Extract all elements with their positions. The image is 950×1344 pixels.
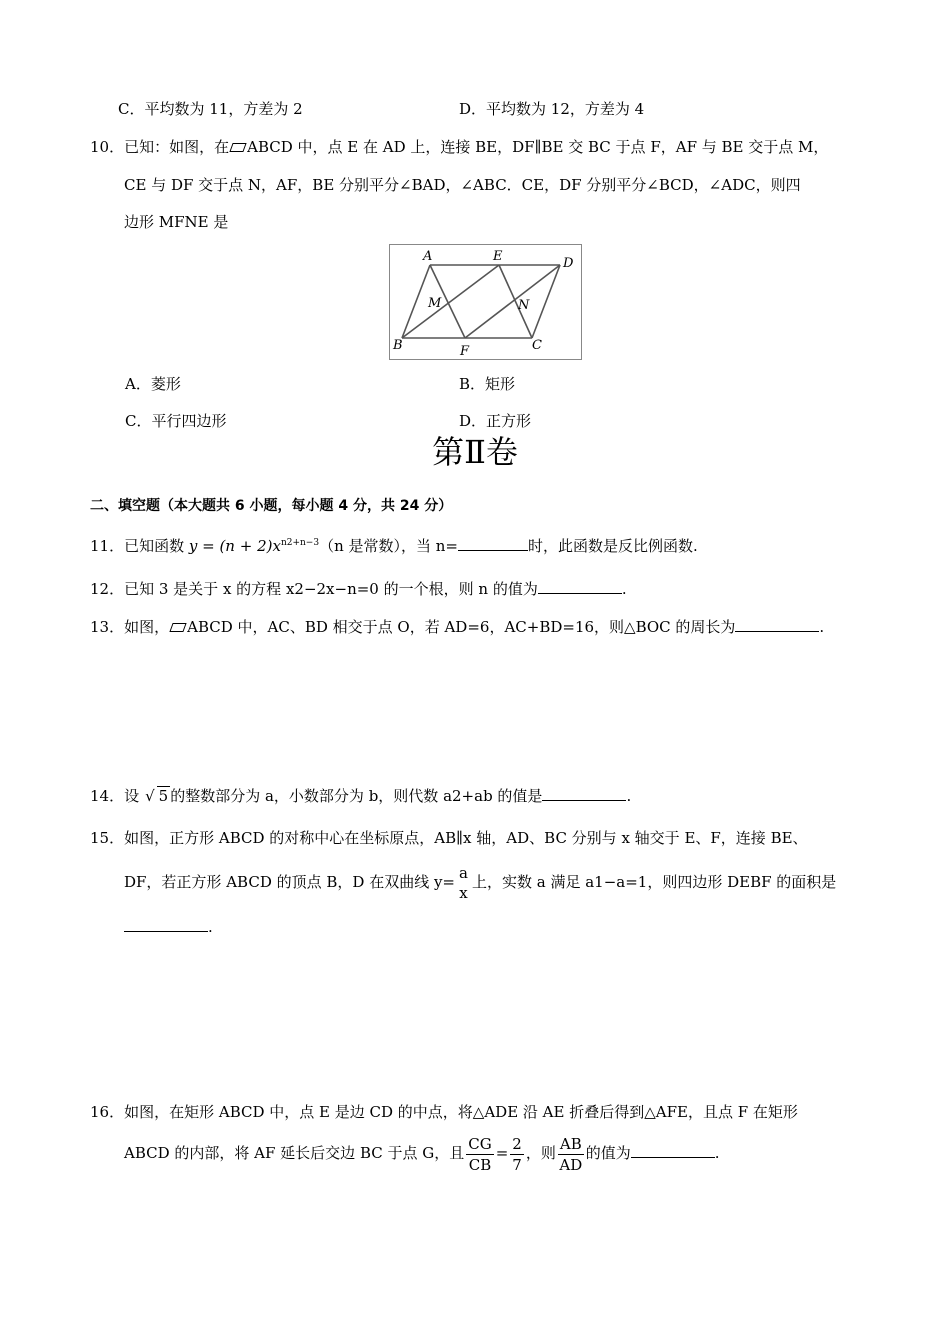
q10-option-a: A．菱形 [125,375,181,393]
q11-formula: y = (n + 2)x [188,537,281,555]
q16-f1-den: CB [468,1155,492,1174]
q16-text-2c: 的值为 [585,1144,631,1162]
q15-fraction [457,863,470,903]
q16-text-2d: . [714,1144,720,1162]
q11-exponent: n2+n−3 [280,538,320,548]
q10-line2: CE 与 DF 交于点 N，AF，BE 分别平分∠BAD，∠ABC．CE，DF 分别平分∠BCD，∠ADC，则四 [124,176,801,194]
q10-number: 10． [90,138,125,156]
q16-f3-den: AD [559,1155,583,1174]
q16-equals: = [495,1144,509,1162]
q10-figure [389,244,582,360]
q11-text-c: 时，此函数是反比例函数. [528,537,698,555]
q13-text-a: 如图， [124,618,170,636]
q12-text-b: . [621,580,627,598]
q10-option-d: D．正方形 [459,412,532,430]
q16-number: 16． [90,1103,125,1121]
q15-text-1: 如图，正方形 ABCD 的对称中心在坐标原点，AB∥x 轴，AD、BC 分别与 x 轴交于 E、F，连接 BE、 [124,829,808,847]
label-b: B [393,338,403,353]
parallelogram-icon [229,143,246,152]
q14-number: 14． [90,787,125,805]
q16-f1-num: CG [468,1134,492,1153]
q13-text-c: . [819,618,825,636]
q15-text-2b: 上，实数 a 满足 a1−a=1，则四边形 DEBF 的面积是 [471,873,837,891]
q15-line2 [124,857,836,907]
q16-line2 [124,1130,720,1176]
q11-text-b: （n 是常数），当 n= [319,537,459,555]
q10-option-b: B．矩形 [459,375,516,393]
q15-text-3: . [208,918,213,936]
q15-number: 15． [90,829,125,847]
label-a: A [423,249,433,264]
q12-line [90,578,627,600]
q13-number: 13． [90,618,125,636]
q14-text-b: 的整数部分为 a，小数部分为 b，则代数 a2+ab 的值是 [170,787,543,805]
q11-line [90,535,698,557]
q16-f2-den: 7 [512,1155,522,1174]
q14-text-a: 设 [124,787,140,805]
q10-text-b: ABCD 中，点 E 在 AD 上，连接 BE，DF∥BE 交 BC 于点 F，AF 与 BE 交于点 M， [247,138,829,156]
q13-answer-blank[interactable] [735,617,819,632]
q16-fraction-ab-ad [558,1134,584,1175]
q10-text-a: 已知：如图，在 [124,138,230,156]
q9-option-d: D．平均数为 12，方差为 4 [459,100,645,118]
q11-answer-blank[interactable] [458,536,528,551]
parallelogram-icon [169,623,186,632]
q10-option-c: C．平行四边形 [125,412,227,430]
section-heading: 二、填空题（本大题共 6 小题，每小题 4 分，共 24 分） [90,498,453,514]
sqrt-icon: √ [145,787,155,805]
part2-title: 第Ⅱ卷 [432,433,518,471]
q15-text-2a: DF，若正方形 ABCD 的顶点 B，D 在双曲线 y= [124,873,456,891]
q16-fraction-cg-cb [466,1134,493,1175]
q14-answer-blank[interactable] [542,786,626,801]
label-c: C [532,338,542,353]
q15-line1 [90,827,808,849]
parallelogram-figure [390,245,581,359]
q12-answer-blank[interactable] [538,579,622,594]
q16-text-2b: ，则 [525,1144,556,1162]
label-d: D [563,256,574,271]
q9-option-c: C．平均数为 11，方差为 2 [118,100,303,118]
q15-line3 [124,916,213,938]
q11-number: 11． [90,537,125,555]
label-e: E [493,249,503,264]
q16-line1 [90,1101,798,1123]
q10-line3: 边形 MFNE 是 [124,213,229,231]
q14-text-c: . [626,787,632,805]
q16-f3-num: AB [559,1134,582,1153]
q13-line [90,616,824,638]
q15-frac-num: a [459,864,468,882]
q15-frac-den: x [459,884,468,902]
q11-text-a: 已知函数 [124,537,189,555]
q12-number: 12． [90,580,125,598]
q16-f2-num: 2 [512,1134,522,1153]
q13-text-b: ABCD 中，AC、BD 相交于点 O，若 AD=6，AC+BD=16，则△BOC 的周长为 [187,618,736,636]
q10-line1 [90,136,828,158]
label-f: F [460,344,470,359]
label-m: M [428,296,442,311]
label-n: N [518,298,530,313]
q14-radicand: 5 [158,787,169,805]
q16-text-2a: ABCD 的内部，将 AF 延长后交边 BC 于点 G，且 [124,1144,465,1162]
q16-fraction-2-7 [510,1134,524,1175]
q14-line [90,785,631,807]
q16-answer-blank[interactable] [631,1143,715,1158]
q16-text-1: 如图，在矩形 ABCD 中，点 E 是边 CD 的中点，将△ADE 沿 AE 折叠后得到△AFE，且点 F 在矩形 [124,1103,798,1121]
q15-answer-blank[interactable] [124,917,208,932]
q12-text-a: 已知 3 是关于 x 的方程 x2−2x−n=0 的一个根，则 n 的值为 [124,580,538,598]
